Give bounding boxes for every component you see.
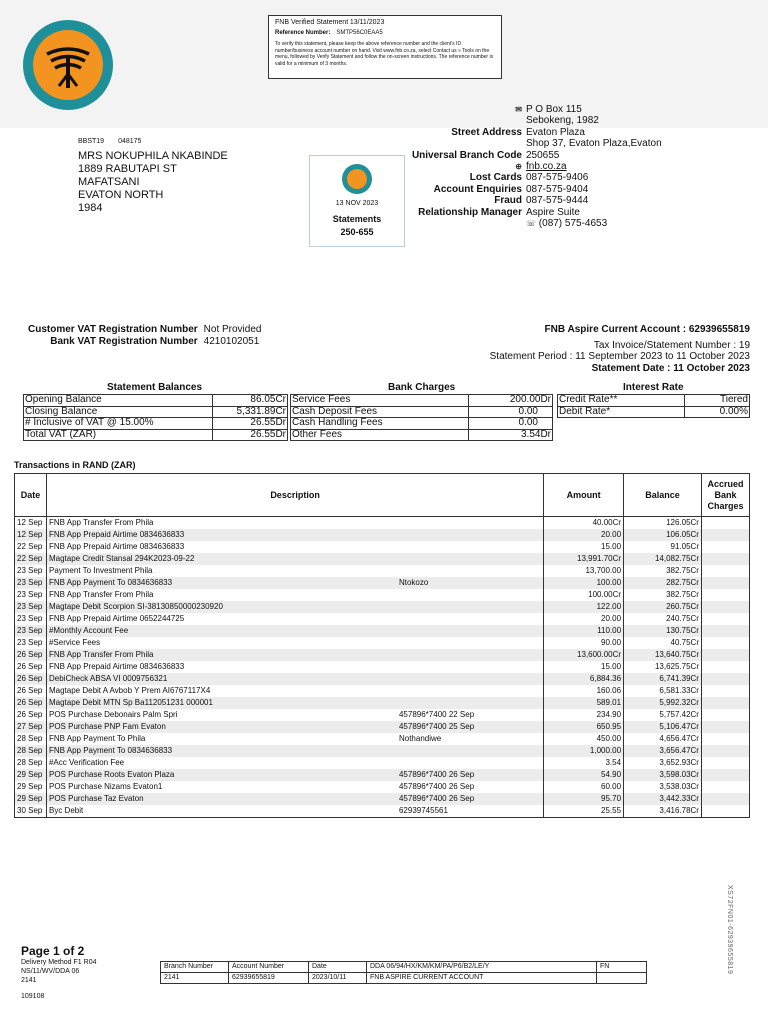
- tx-amount: 234.90: [544, 709, 624, 721]
- table-row: [15, 541, 750, 553]
- transactions-table: [14, 473, 750, 818]
- table-row: [15, 553, 750, 565]
- tx-reference: 457896*7400 26 Sep: [398, 770, 475, 779]
- rm-phone: (087) 575-4653: [538, 218, 608, 230]
- balance-value: 26.55Dr: [212, 418, 287, 430]
- tx-accrued: [701, 673, 749, 685]
- footer-value-cell: [597, 973, 647, 984]
- tx-date: 30 Sep: [15, 805, 47, 818]
- footer-value-cell: 2141: [161, 973, 229, 984]
- tx-balance: 130.75Cr: [624, 625, 702, 637]
- table-row: [15, 685, 750, 697]
- balances-table: [23, 394, 288, 441]
- tx-accrued: [701, 685, 749, 697]
- tx-balance: 5,757.42Cr: [624, 709, 702, 721]
- balance-row: [24, 406, 288, 418]
- customer-vat-label: Customer VAT Registration Number: [28, 324, 198, 335]
- charge-row: [291, 395, 553, 407]
- tx-description: [46, 709, 543, 721]
- tx-balance: 40.75Cr: [624, 637, 702, 649]
- verification-box: [268, 15, 502, 79]
- footer-header-cell: DDA 06/94/HX/KM/KM/PA/P6/B2/LE/Y: [367, 962, 597, 973]
- vat-info: [28, 324, 261, 348]
- tx-description: [46, 529, 543, 541]
- customer-vat-value: Not Provided: [203, 324, 262, 335]
- tx-date: 29 Sep: [15, 769, 47, 781]
- tx-date: 26 Sep: [15, 661, 47, 673]
- po-town: Sebokeng, 1982: [526, 115, 599, 127]
- tx-description: [46, 637, 543, 649]
- address-line-4: 1984: [78, 202, 103, 214]
- tx-amount: 13,600.00Cr: [544, 649, 624, 661]
- table-row: [15, 517, 750, 530]
- tx-description-text: POS Purchase Taz Evaton: [48, 794, 144, 803]
- bank-vat-label: Bank VAT Registration Number: [50, 336, 198, 347]
- tx-balance: 6,741.39Cr: [624, 673, 702, 685]
- table-row: [15, 661, 750, 673]
- customer-address: [78, 150, 228, 215]
- table-row: [15, 769, 750, 781]
- tx-reference: Nothandiwe: [398, 734, 442, 743]
- charge-value: 3.54Dr: [469, 429, 553, 441]
- tx-accrued: [701, 745, 749, 757]
- tx-reference: 457896*7400 26 Sep: [398, 782, 475, 791]
- footer-header-cell: Branch Number: [161, 962, 229, 973]
- tx-amount: 25.55: [544, 805, 624, 818]
- tx-date: 28 Sep: [15, 757, 47, 769]
- tx-reference: 457896*7400 22 Sep: [398, 710, 475, 719]
- side-code: XS72FN01-62939655819: [726, 885, 733, 975]
- footer-value-cell: FNB ASPIRE CURRENT ACCOUNT: [367, 973, 597, 984]
- customer-code-2: 048175: [118, 138, 142, 145]
- balance-row: [24, 429, 288, 441]
- mail-icon: ✉: [515, 105, 522, 114]
- tx-amount: 40.00Cr: [544, 517, 624, 530]
- tx-date: 26 Sep: [15, 685, 47, 697]
- stamp-line-2: 250-655: [340, 227, 374, 237]
- interest-label: Debit Rate*: [558, 406, 685, 418]
- balance-label: Total VAT (ZAR): [24, 429, 213, 441]
- street-label: Street Address: [451, 126, 522, 138]
- tx-date: 23 Sep: [15, 625, 47, 637]
- verification-text: To verify this statement, please keep the above reference number and the client's ID number/business account number on hand. Visit www.fnb.co.za, select Contact us » Tools on the menu, followed by Verify Statement and follow the on-screen instructions. The reference number is valid for a minimum of 3 months.: [275, 41, 494, 67]
- tx-accrued: [701, 661, 749, 673]
- charge-row: [291, 418, 553, 430]
- tx-amount: 20.00: [544, 613, 624, 625]
- table-row: [15, 613, 750, 625]
- customer-codes: [78, 138, 155, 145]
- charge-value: 0.00: [469, 418, 553, 430]
- tx-description: [46, 769, 543, 781]
- rm-value: Aspire Suite: [526, 206, 580, 218]
- footer-table: [160, 961, 647, 984]
- tx-description: [46, 781, 543, 793]
- tx-description: [46, 553, 543, 565]
- tx-amount: 15.00: [544, 541, 624, 553]
- table-row: [15, 733, 750, 745]
- street-2: Shop 37, Evaton Plaza,Evaton: [526, 138, 662, 150]
- table-row: [15, 589, 750, 601]
- tx-accrued: [701, 721, 749, 733]
- account-title: FNB Aspire Current Account : 62939655819: [544, 324, 750, 335]
- interest-row: [558, 395, 750, 407]
- table-row: [15, 601, 750, 613]
- balance-row: [24, 418, 288, 430]
- tx-amount: 15.00: [544, 661, 624, 673]
- tx-description-text: Magtape Debit Scorpion SI-38130850000230920: [48, 602, 223, 611]
- charges-title: Bank Charges: [388, 382, 456, 393]
- tx-description: [46, 601, 543, 613]
- tx-amount: 160.06: [544, 685, 624, 697]
- table-row: [15, 673, 750, 685]
- tx-description-text: FNB App Prepaid Airtime 0834636833: [48, 662, 185, 671]
- tx-amount: 90.00: [544, 637, 624, 649]
- website-link[interactable]: fnb.co.za: [526, 161, 567, 173]
- tx-balance: 382.75Cr: [624, 589, 702, 601]
- tx-description-text: FNB App Transfer From Phila: [48, 590, 154, 599]
- balance-label: Closing Balance: [24, 406, 213, 418]
- interest-title: Interest Rate: [623, 382, 684, 393]
- tx-description-text: FNB App Prepaid Airtime 0834636833: [48, 530, 185, 539]
- tx-description: [46, 517, 543, 530]
- tx-accrued: [701, 781, 749, 793]
- col-description: Description: [46, 474, 543, 517]
- tx-balance: 3,652.93Cr: [624, 757, 702, 769]
- balance-label: Opening Balance: [24, 395, 213, 407]
- tx-description: [46, 625, 543, 637]
- transactions-title: Transactions in RAND (ZAR): [14, 460, 136, 470]
- tx-description-text: FNB App Prepaid Airtime 0834636833: [48, 542, 185, 551]
- tx-description: [46, 613, 543, 625]
- interest-label: Credit Rate**: [558, 395, 685, 407]
- balances-title: Statement Balances: [107, 382, 203, 393]
- tx-description-text: FNB App Payment To Phila: [48, 734, 146, 743]
- tx-balance: 3,656.47Cr: [624, 745, 702, 757]
- tx-accrued: [701, 805, 749, 818]
- tx-accrued: [701, 541, 749, 553]
- reference-label: Reference Number:: [275, 30, 331, 36]
- tx-description: [46, 589, 543, 601]
- fnb-logo: [23, 20, 113, 110]
- tx-balance: 3,598.03Cr: [624, 769, 702, 781]
- charge-value: 0.00: [469, 406, 553, 418]
- charge-label: Other Fees: [291, 429, 469, 441]
- tx-description: [46, 721, 543, 733]
- tx-amount: 1,000.00: [544, 745, 624, 757]
- tx-description-text: #Monthly Account Fee: [48, 626, 129, 635]
- tx-date: 23 Sep: [15, 589, 47, 601]
- footer-info: [21, 958, 96, 985]
- tx-balance: 3,538.03Cr: [624, 781, 702, 793]
- interest-value: 0.00%: [685, 406, 750, 418]
- table-row: [15, 709, 750, 721]
- statement-date: Statement Date : 11 October 2023: [591, 362, 750, 374]
- tx-date: 27 Sep: [15, 721, 47, 733]
- customer-code-1: BBST19: [78, 138, 105, 145]
- tx-date: 23 Sep: [15, 601, 47, 613]
- tx-reference: 62939745561: [398, 806, 448, 815]
- tx-balance: 13,625.75Cr: [624, 661, 702, 673]
- footer-header-cell: FN: [597, 962, 647, 973]
- footer-value-cell: 62939655819: [229, 973, 309, 984]
- tx-description-text: Payment To Investment Phila: [48, 566, 153, 575]
- tx-accrued: [701, 577, 749, 589]
- tx-date: 22 Sep: [15, 553, 47, 565]
- tx-accrued: [701, 649, 749, 661]
- tx-description: [46, 661, 543, 673]
- footer-header-cell: Account Number: [229, 962, 309, 973]
- tx-description: [46, 565, 543, 577]
- tx-accrued: [701, 637, 749, 649]
- tx-balance: 106.05Cr: [624, 529, 702, 541]
- tx-description-text: FNB App Payment To 0834636833: [48, 578, 173, 587]
- verification-date: 13/11/2023: [349, 19, 385, 26]
- col-accrued: Accrued Bank Charges: [701, 474, 749, 517]
- tx-description: [46, 541, 543, 553]
- tx-amount: 13,991.70Cr: [544, 553, 624, 565]
- account-info: [490, 324, 750, 374]
- tx-balance: 14,082.75Cr: [624, 553, 702, 565]
- tx-date: 22 Sep: [15, 541, 47, 553]
- charge-row: [291, 429, 553, 441]
- tx-date: 29 Sep: [15, 793, 47, 805]
- tx-accrued: [701, 769, 749, 781]
- address-line-3: EVATON NORTH: [78, 189, 164, 201]
- enquiries-phone: 087-575-9404: [526, 183, 589, 195]
- tx-accrued: [701, 697, 749, 709]
- charge-label: Service Fees: [291, 395, 469, 407]
- tx-accrued: [701, 529, 749, 541]
- tx-description-text: Magtape Debit A Avbob Y Prem AI6767117X4: [48, 686, 211, 695]
- balance-value: 86.05Cr: [212, 395, 287, 407]
- interest-table: [557, 394, 750, 418]
- verification-heading: FNB Verified Statement: [275, 19, 349, 26]
- tx-balance: 5,992.32Cr: [624, 697, 702, 709]
- tx-date: 26 Sep: [15, 697, 47, 709]
- customer-name: MRS NOKUPHILA NKABINDE: [78, 150, 228, 162]
- tx-description: [46, 577, 543, 589]
- col-date: Date: [15, 474, 47, 517]
- tx-accrued: [701, 601, 749, 613]
- tx-balance: 91.05Cr: [624, 541, 702, 553]
- table-row: [15, 637, 750, 649]
- lost-cards-phone: 087-575-9406: [526, 172, 589, 184]
- statement-period: Statement Period : 11 September 2023 to 11 October 2023: [489, 351, 750, 363]
- tx-amount: 650.95: [544, 721, 624, 733]
- footer-num: 2141: [21, 977, 37, 984]
- bank-vat-value: 4210102051: [203, 336, 260, 347]
- tx-amount: 110.00: [544, 625, 624, 637]
- footer-ref: 109108: [21, 993, 45, 1000]
- tx-accrued: [701, 793, 749, 805]
- tree-icon: [33, 30, 103, 100]
- table-row: [15, 697, 750, 709]
- tx-description: [46, 757, 543, 769]
- charge-value: 200.00Dr: [469, 395, 553, 407]
- address-line-2: MAFATSANI: [78, 176, 140, 188]
- tx-accrued: [701, 553, 749, 565]
- col-balance: Balance: [624, 474, 702, 517]
- tx-description-text: #Acc Verification Fee: [48, 758, 125, 767]
- tx-amount: 3.54: [544, 757, 624, 769]
- tx-amount: 100.00Cr: [544, 589, 624, 601]
- tx-description-text: FNB App Transfer From Phila: [48, 518, 154, 527]
- tx-description: [46, 805, 543, 818]
- tx-date: 26 Sep: [15, 709, 47, 721]
- tx-description: [46, 673, 543, 685]
- balance-row: [24, 395, 288, 407]
- tx-amount: 450.00: [544, 733, 624, 745]
- balance-value: 5,331.89Cr: [212, 406, 287, 418]
- tx-description-text: Magtape Debit MTN Sp Ba112051231 000001: [48, 698, 213, 707]
- tx-description: [46, 685, 543, 697]
- tx-description: [46, 733, 543, 745]
- table-row: [15, 793, 750, 805]
- address-line-1: 1889 RABUTAPI ST: [78, 163, 177, 175]
- tx-reference: 457896*7400 25 Sep: [398, 722, 475, 731]
- tx-accrued: [701, 613, 749, 625]
- tx-description-text: #Service Fees: [48, 638, 101, 647]
- tx-balance: 126.05Cr: [624, 517, 702, 530]
- fraud-phone: 087-575-9444: [526, 195, 589, 207]
- tx-balance: 240.75Cr: [624, 613, 702, 625]
- table-row: [15, 577, 750, 589]
- tx-amount: 20.00: [544, 529, 624, 541]
- tx-balance: 382.75Cr: [624, 565, 702, 577]
- stamp-logo: [342, 164, 372, 194]
- branch-contact: [380, 104, 662, 229]
- tx-reference: 457896*7400 26 Sep: [398, 794, 475, 803]
- tx-accrued: [701, 565, 749, 577]
- tx-date: 23 Sep: [15, 565, 47, 577]
- tx-date: 12 Sep: [15, 517, 47, 530]
- tx-balance: 6,581.33Cr: [624, 685, 702, 697]
- table-row: [15, 757, 750, 769]
- footer-value-cell: 2023/10/11: [309, 973, 367, 984]
- tx-date: 26 Sep: [15, 649, 47, 661]
- table-row: [15, 565, 750, 577]
- balance-label: # Inclusive of VAT @ 15.00%: [24, 418, 213, 430]
- col-amount: Amount: [544, 474, 624, 517]
- tx-amount: 95.70: [544, 793, 624, 805]
- tx-accrued: [701, 757, 749, 769]
- fnb-logo-inner: [33, 30, 103, 100]
- tx-description-text: DebiCheck ABSA VI 0009756321: [48, 674, 168, 683]
- charge-row: [291, 406, 553, 418]
- tx-description-text: Magtape Credit Stansal 294K2023-09-22: [48, 554, 195, 563]
- tx-balance: 3,442.33Cr: [624, 793, 702, 805]
- tx-description: [46, 793, 543, 805]
- tx-amount: 54.90: [544, 769, 624, 781]
- tx-amount: 6,884.36: [544, 673, 624, 685]
- tx-amount: 100.00: [544, 577, 624, 589]
- tx-description-text: Byc Debit: [48, 806, 84, 815]
- tx-accrued: [701, 733, 749, 745]
- charges-table: [290, 394, 553, 441]
- tx-accrued: [701, 625, 749, 637]
- tx-description-text: POS Purchase Roots Evaton Plaza: [48, 770, 175, 779]
- balance-value: 26.55Dr: [212, 429, 287, 441]
- tx-description: [46, 745, 543, 757]
- tx-description-text: FNB App Transfer From Phila: [48, 650, 154, 659]
- tx-accrued: [701, 517, 749, 530]
- tx-description: [46, 649, 543, 661]
- charge-label: Cash Deposit Fees: [291, 406, 469, 418]
- footer-code: NS/11/WV/DDA 06: [21, 968, 80, 975]
- tx-description-text: FNB App Prepaid Airtime 0652244725: [48, 614, 185, 623]
- street-1: Evaton Plaza: [526, 126, 585, 138]
- tx-date: 29 Sep: [15, 781, 47, 793]
- tx-balance: 13,640.75Cr: [624, 649, 702, 661]
- interest-value: Tiered: [685, 395, 750, 407]
- table-row: [15, 721, 750, 733]
- tx-amount: 13,700.00: [544, 565, 624, 577]
- reference-number: SMTP56C0EAA5: [336, 30, 383, 36]
- fraud-label: Fraud: [494, 195, 522, 207]
- tx-description-text: FNB App Payment To 0834636833: [48, 746, 173, 755]
- tx-description-text: POS Purchase Debonairs Palm Spri: [48, 710, 178, 719]
- page-number: Page 1 of 2: [21, 944, 85, 958]
- phone-icon: ☏: [526, 219, 537, 229]
- table-row: [15, 529, 750, 541]
- interest-row: [558, 406, 750, 418]
- tx-date: 28 Sep: [15, 745, 47, 757]
- tx-reference: Ntokozo: [398, 578, 429, 587]
- tx-accrued: [701, 589, 749, 601]
- table-row: [15, 781, 750, 793]
- tx-balance: 4,656.47Cr: [624, 733, 702, 745]
- stamp-date: 13 NOV 2023: [335, 200, 379, 207]
- tx-amount: 122.00: [544, 601, 624, 613]
- tx-balance: 5,106.47Cr: [624, 721, 702, 733]
- branch-code: 250655: [526, 149, 560, 161]
- tx-description-text: POS Purchase Nizams Evaton1: [48, 782, 163, 791]
- enquiries-label: Account Enquiries: [433, 183, 522, 195]
- branch-code-label: Universal Branch Code: [411, 149, 522, 161]
- table-row: [15, 745, 750, 757]
- table-row: [15, 805, 750, 818]
- tx-description-text: POS Purchase PNP Fam Evaton: [48, 722, 166, 731]
- globe-icon: ⊕: [515, 162, 522, 172]
- tx-date: 23 Sep: [15, 613, 47, 625]
- tx-balance: 260.75Cr: [624, 601, 702, 613]
- delivery-method: Delivery Method F1 R04: [21, 959, 97, 966]
- stamp-line-1: Statements: [332, 214, 382, 224]
- tx-date: 28 Sep: [15, 733, 47, 745]
- charge-label: Cash Handling Fees: [291, 418, 469, 430]
- table-row: [15, 649, 750, 661]
- tx-amount: 589.01: [544, 697, 624, 709]
- tx-amount: 60.00: [544, 781, 624, 793]
- tx-date: 23 Sep: [15, 637, 47, 649]
- rm-label: Relationship Manager: [418, 206, 522, 218]
- tx-accrued: [701, 709, 749, 721]
- tx-date: 12 Sep: [15, 529, 47, 541]
- tx-date: 23 Sep: [15, 577, 47, 589]
- statement-number: Tax Invoice/Statement Number : 19: [593, 339, 750, 351]
- footer-header-cell: Date: [309, 962, 367, 973]
- lost-cards-label: Lost Cards: [469, 172, 522, 184]
- tx-balance: 282.75Cr: [624, 577, 702, 589]
- tx-date: 26 Sep: [15, 673, 47, 685]
- po-box: P O Box 115: [526, 104, 582, 115]
- tx-description: [46, 697, 543, 709]
- tx-balance: 3,416.78Cr: [624, 805, 702, 818]
- table-row: [15, 625, 750, 637]
